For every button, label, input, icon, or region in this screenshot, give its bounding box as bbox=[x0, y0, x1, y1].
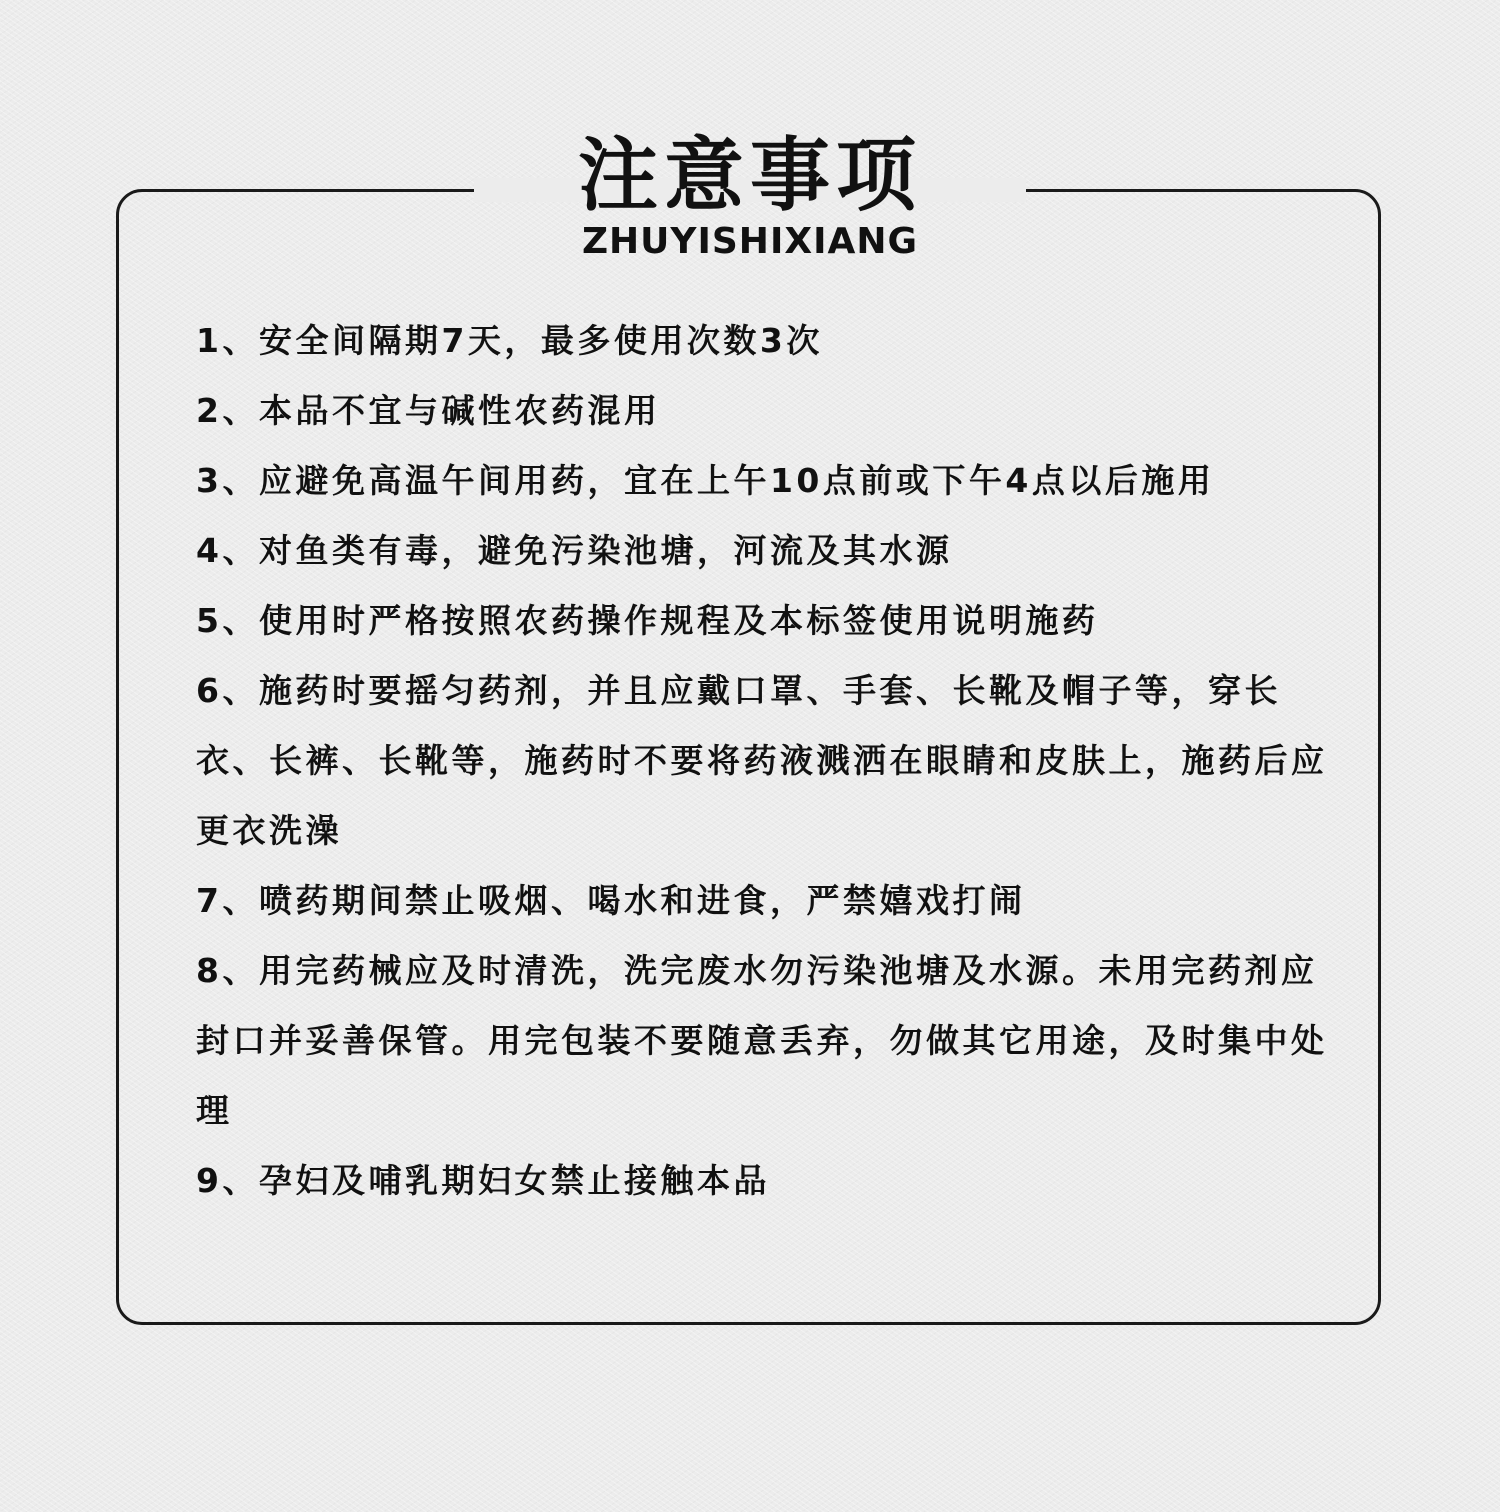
note-item-9: 9、孕妇及哺乳期妇女禁止接触本品 bbox=[196, 1161, 770, 1200]
note-item-3: 3、应避免高温午间用药，宜在上午10点前或下午4点以后施用 bbox=[196, 461, 1215, 500]
notes-list bbox=[196, 306, 1336, 1216]
note-item-2: 2、本品不宜与碱性农药混用 bbox=[196, 391, 661, 430]
page-title: 注意事项 bbox=[578, 129, 922, 222]
note-item-5: 5、使用时严格按照农药操作规程及本标签使用说明施药 bbox=[196, 601, 1099, 640]
page-subtitle: ZHUYISHIXIANG bbox=[581, 221, 919, 262]
note-item-7: 7、喷药期间禁止吸烟、喝水和进食，严禁嬉戏打闹 bbox=[196, 881, 1026, 920]
note-item-4: 4、对鱼类有毒，避免污染池塘，河流及其水源 bbox=[196, 531, 953, 570]
note-item-1: 1、安全间隔期7天，最多使用次数3次 bbox=[196, 321, 823, 360]
note-item-6: 6、施药时要摇匀药剂，并且应戴口罩、手套、长靴及帽子等，穿长衣、长裤、长靴等，施药时不要将药液溅洒在眼睛和皮肤上，施药后应更衣洗澡 bbox=[196, 671, 1328, 850]
note-item-8: 8、用完药械应及时清洗，洗完废水勿污染池塘及水源。未用完药剂应封口并妥善保管。用完包装不要随意丢弃，勿做其它用途，及时集中处理 bbox=[196, 951, 1328, 1130]
